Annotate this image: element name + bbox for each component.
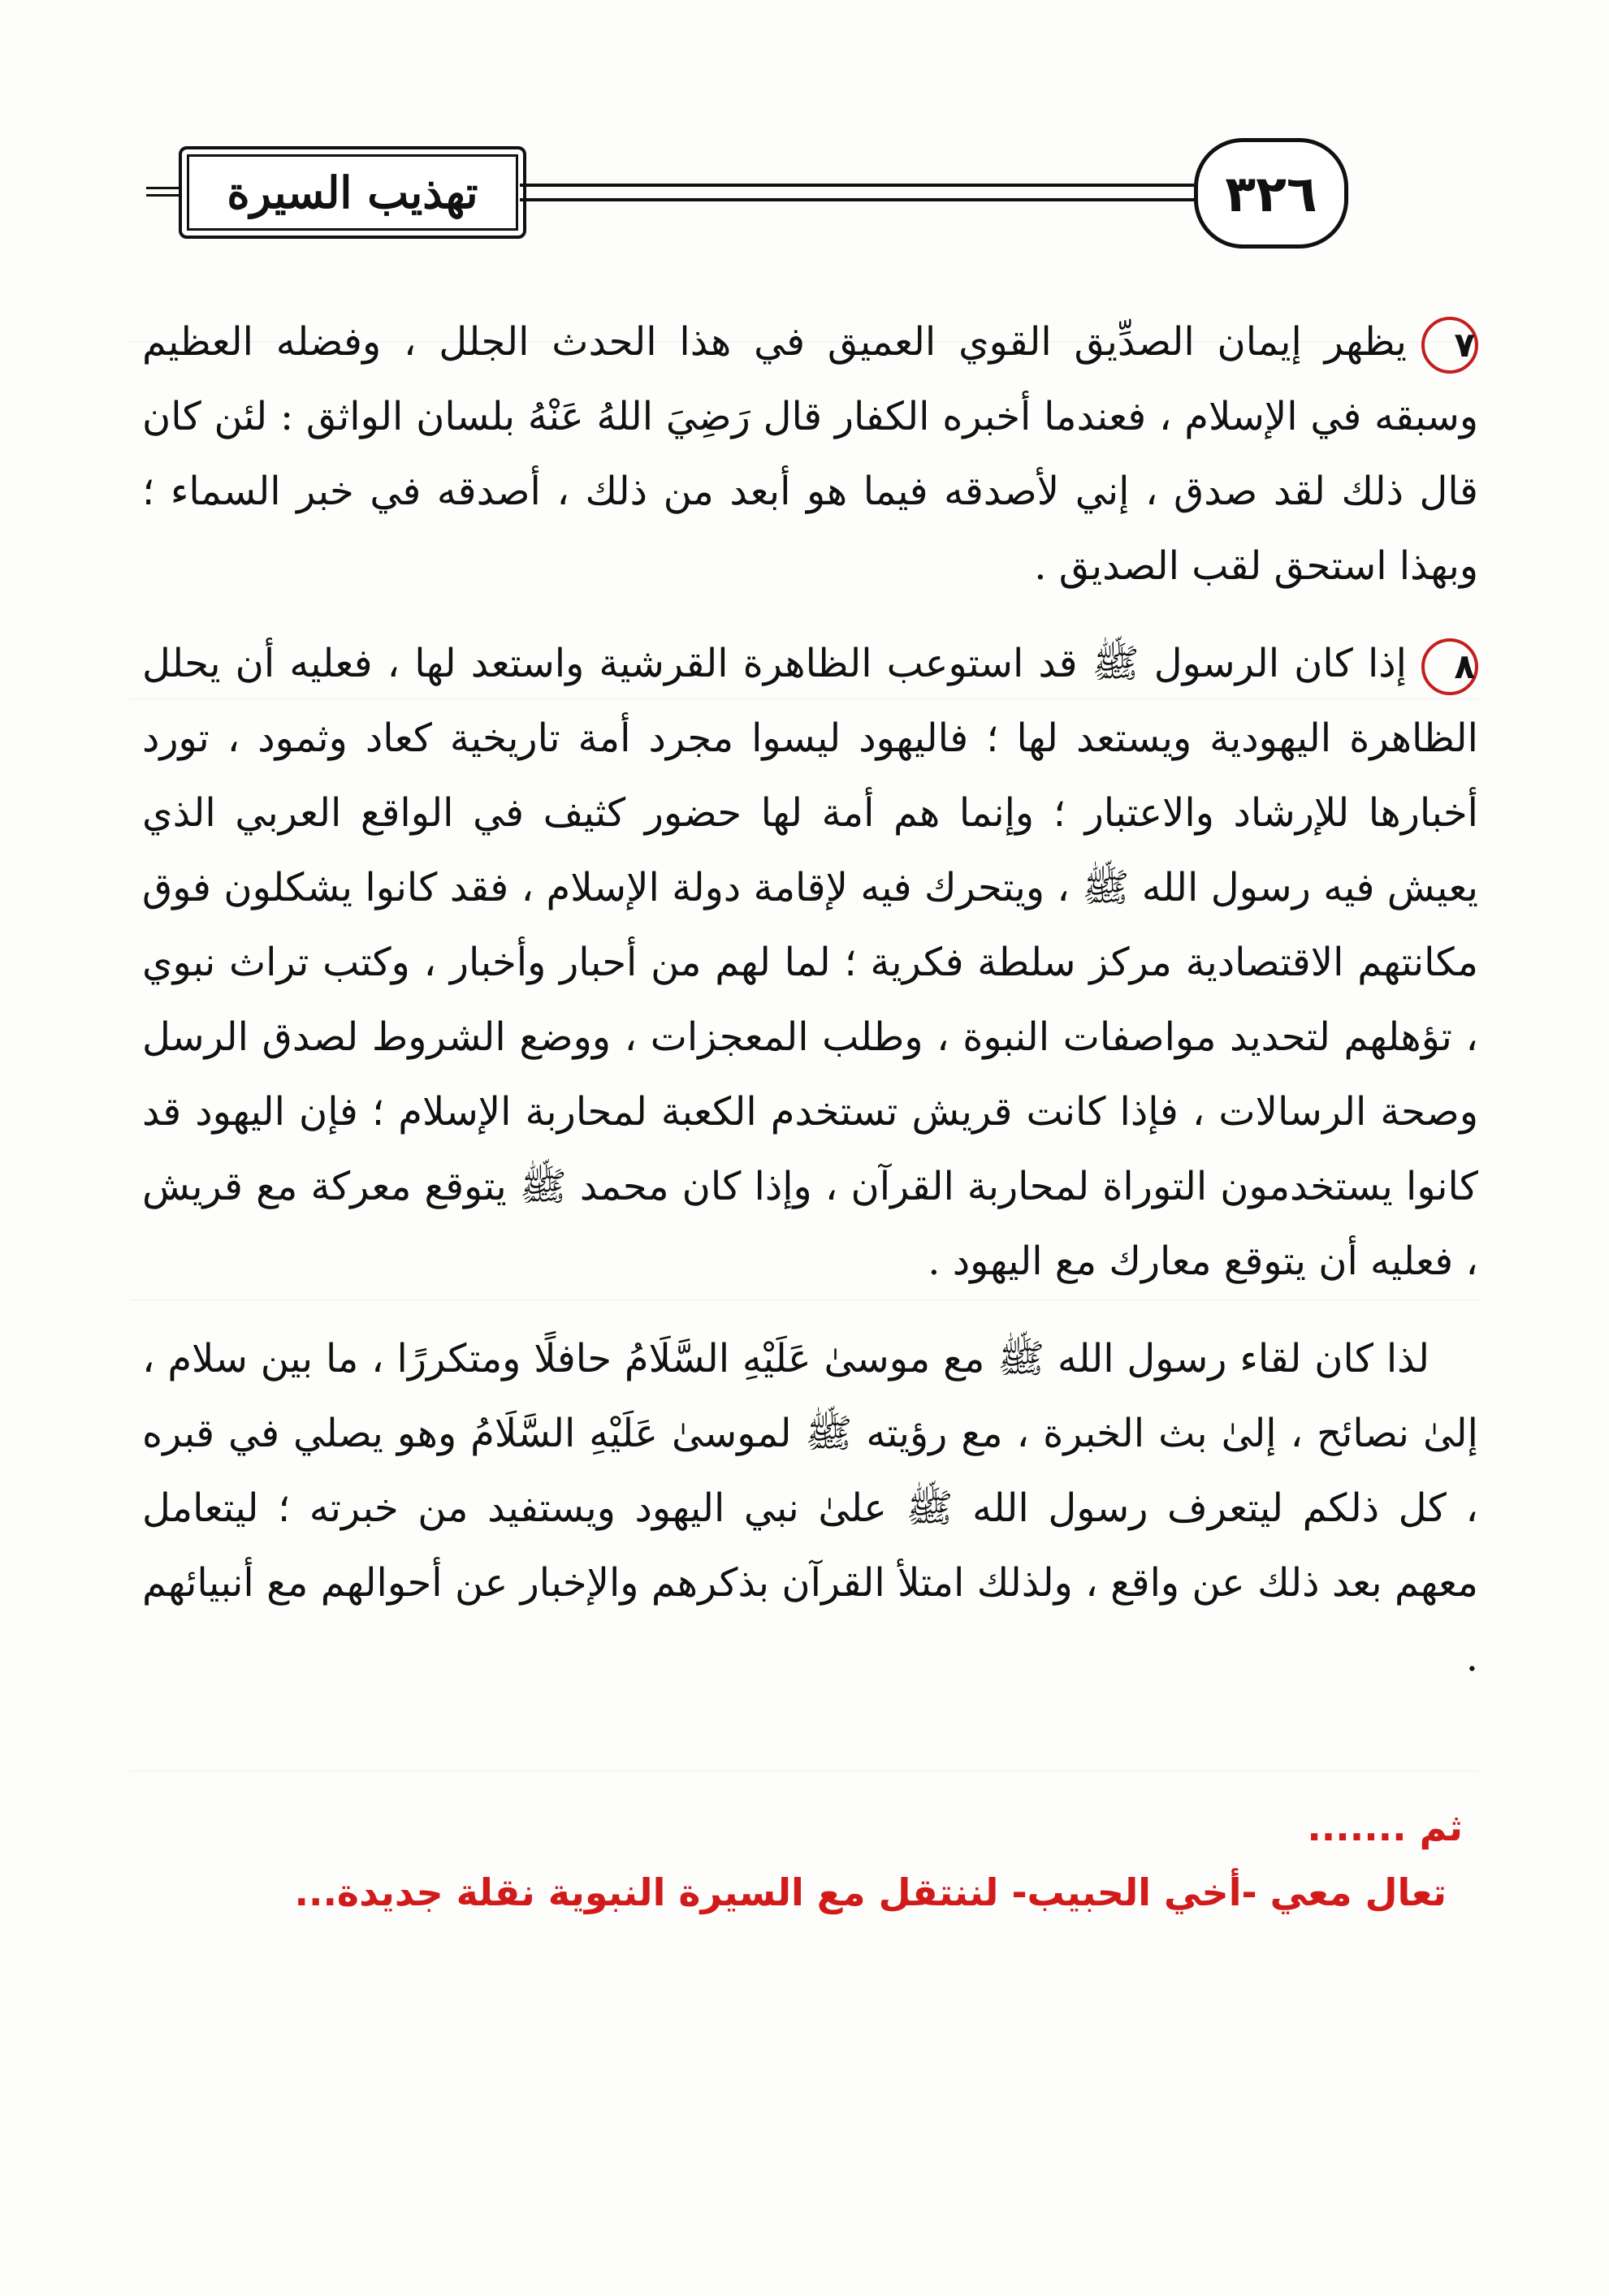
closing-line-2: تعال معي -أخي الحبيب- لننتقل مع السيرة النبوية نقلة جديدة... (294, 1870, 1447, 1914)
page-number: ٣٢٦ (1225, 163, 1317, 223)
closing-note (163, 1795, 1463, 1925)
paragraph-7 (142, 305, 1478, 603)
paragraph-text: لذا كان لقاء رسول الله ﷺ مع موسىٰ عَلَيْهِ السَّلَامُ حافلًا ومتكررًا ، ما بين سلام ، إلىٰ نصائح ، إلىٰ بث الخبرة ، مع رؤيته ﷺ لموسىٰ عَلَيْهِ السَّلَامُ وهو يصلي في قبره ، كل ذلكم ليتعرف رسول الله ﷺ علىٰ نبي اليهود ويستفيد من خبرته ؛ ليتعامل معهم بعد ذلك عن واقع ، ولذلك امتلأ القرآن بذكرهم والإخبار عن أحوالهم مع أنبيائهم . (142, 1336, 1478, 1680)
page-number-frame (1194, 138, 1348, 249)
paragraph-number-badge: ٧ (1421, 317, 1478, 374)
book-title-frame (179, 146, 526, 239)
book-title: تهذيب السيرة (227, 166, 478, 218)
paragraph-text: إذا كان الرسول ﷺ قد استوعب الظاهرة القرشية واستعد لها ، فعليه أن يحلل الظاهرة اليهودية ويستعد لها ؛ فاليهود ليسوا مجرد أمة تاريخية كعاد وثمود ، تورد أخبارها للإرشاد والاعتبار ؛ وإنما هم أمة لها حضور كثيف في الواقع العربي الذي يعيش فيه رسول الله ﷺ ، ويتحرك فيه لإقامة دولة الإسلام ، فقد كانوا يشكلون فوق مكانتهم الاقتصادية مركز سلطة فكرية ؛ لما لهم من أحبار وأخبار ، وكتب تراث نبوي ، تؤهلهم لتحديد مواصفات النبوة ، وطلب المعجزات ، ووضع الشروط لصدق الرسل وصحة الرسالات ، فإذا كانت قريش تستخدم الكعبة لمحاربة الإسلام ؛ فإن اليهود قد كانوا يستخدمون التوراة لمحاربة القرآن ، وإذا كان محمد ﷺ يتوقع معركة مع قريش ، فعليه أن يتوقع معارك مع اليهود . (142, 641, 1478, 1284)
bleed-through-mark (130, 1771, 1478, 1772)
page-body (142, 305, 1478, 1718)
paragraph-number-badge: ٨ (1421, 638, 1478, 695)
closing-line-1: ثم ....... (1307, 1805, 1463, 1849)
paragraph-8 (142, 626, 1478, 1299)
page-header (146, 138, 1348, 252)
header-rule-left (146, 187, 179, 197)
paragraph-text: يظهر إيمان الصدِّيق القوي العميق في هذا الحدث الجلل ، وفضله العظيم وسبقه في الإسلام ، فعندما أخبره الكفار قال رَضِيَ اللهُ عَنْهُ بلسان الواثق : لئن كان قال ذلك لقد صدق ، إني لأصدقه فيما هو أبعد من ذلك ، أصدقه في خبر السماء ؛ وبهذا استحق لقب الصديق . (142, 319, 1479, 589)
paragraph-conclusion (142, 1321, 1478, 1695)
header-rule (520, 184, 1194, 201)
